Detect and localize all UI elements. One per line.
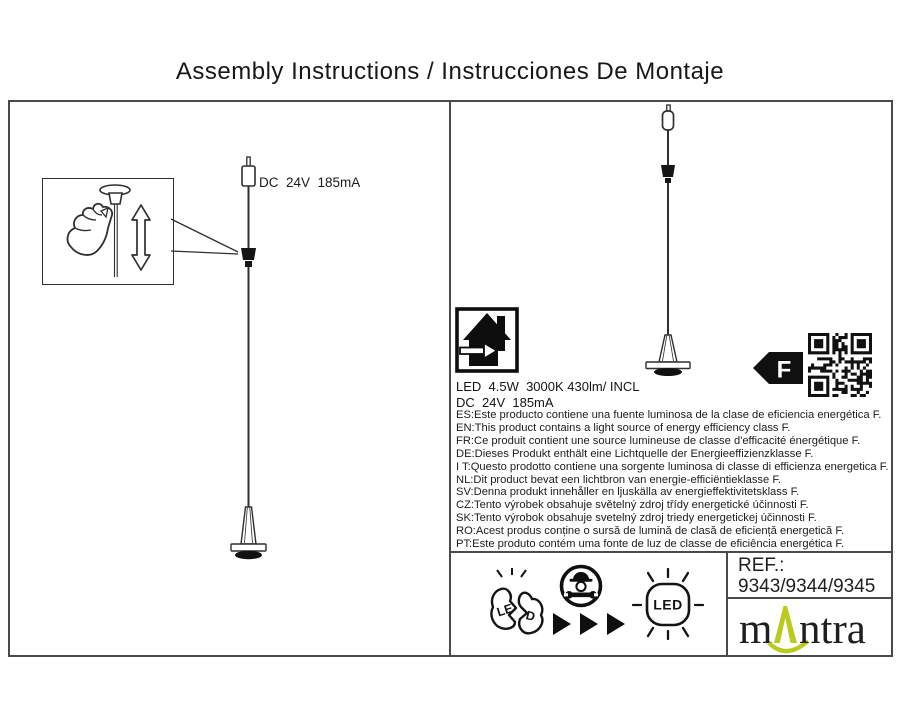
forward-arrows-icon	[553, 612, 629, 636]
energy-language-line: I T:Questo prodotto contiene una sorgente luminosa di classe di efficienza energetica F.	[456, 460, 889, 473]
footer-divider	[451, 551, 891, 553]
energy-language-line: FR:Ce produit contient une source lumineuse de classe d'efficacité énergétique F.	[456, 434, 861, 447]
power-spec-label: DC 24V 185mA	[259, 175, 361, 190]
page-title: Assembly Instructions / Instrucciones De Montaje	[175, 58, 725, 85]
brand-caret-icon	[774, 606, 797, 643]
broken-led-left-label: LE	[495, 601, 515, 620]
cable-adjuster-icon	[661, 165, 675, 177]
energy-language-line: NL:Dit product bevat een lichtbron van energie-efficiëntieklasse F.	[456, 473, 782, 486]
energy-language-line: ES:Este producto contiene una fuente luminosa de la clase de eficiencia energética F.	[456, 409, 882, 421]
hand-adjustment-diagram	[43, 179, 170, 280]
up-down-arrow-icon	[132, 205, 150, 270]
energy-language-line: DE:Dieses Produkt enthält eine Lichtquelle der Energieeffizienzklasse F.	[456, 447, 814, 460]
brand-text-right: ntra	[799, 606, 866, 653]
dc-plug-icon	[663, 111, 674, 130]
led-spec-line: LED 4.5W 3000K 430lm/ INCL	[456, 379, 640, 394]
plug-pin-icon	[247, 157, 250, 166]
pendant-lamp-left	[225, 155, 275, 565]
qr-code	[808, 333, 872, 397]
plug-pin-icon	[667, 105, 670, 111]
broken-led-icon	[488, 566, 548, 642]
indoor-use-icon	[455, 307, 519, 373]
dc-plug-icon	[242, 166, 255, 186]
cone-shade-icon	[659, 335, 677, 362]
energy-language-line: EN:This product contains a light source of energy efficiency class F.	[456, 421, 791, 434]
energy-language-block	[456, 409, 892, 551]
led-label: LED	[653, 596, 683, 613]
cable-adjuster-icon	[245, 261, 252, 267]
cable-adjuster-icon	[665, 178, 671, 183]
brand-text-left: m	[739, 606, 773, 653]
installer-icon	[558, 563, 604, 609]
shade-disc-icon	[646, 362, 690, 369]
energy-language-line: RO:Acest produs conține o sursă de lumină de clasă de eficiență energetică F.	[456, 525, 845, 538]
energy-language-line: SV:Denna produkt innehåller en ljuskälla av energieffektivitetsklass F.	[456, 486, 800, 499]
brand-logo	[727, 599, 891, 657]
diffuser-icon	[654, 368, 682, 376]
ref-numbers: 9343/9344/9345	[738, 576, 876, 597]
panel-divider	[449, 100, 451, 657]
canopy-stem-icon	[109, 193, 122, 204]
shade-disc-icon	[231, 544, 266, 551]
energy-language-line: SK:Tento výrobok obsahuje svetelný zdroj triedy energetickej účinnosti F.	[456, 512, 817, 525]
energy-class-arrow	[753, 352, 803, 384]
power-spec-line: DC 24V 185mA	[456, 395, 554, 410]
pendant-lamp-right	[645, 103, 695, 379]
energy-language-line: CZ:Tento výrobek obsahuje světelný zdroj třídy energetické účinnosti F.	[456, 499, 809, 512]
cable-adjuster-icon	[241, 248, 256, 260]
energy-class-letter: F	[776, 356, 792, 384]
broken-led-right-label: D	[524, 608, 537, 625]
hand-adjustment-inset	[42, 178, 174, 285]
diffuser-icon	[235, 551, 262, 559]
led-light-icon	[628, 565, 708, 645]
ref-label: REF.:	[738, 555, 785, 576]
cone-shade-icon	[241, 507, 256, 544]
energy-language-line: PT:Este produto contém uma fonte de luz de classe de eficiência energética F.	[456, 538, 845, 551]
